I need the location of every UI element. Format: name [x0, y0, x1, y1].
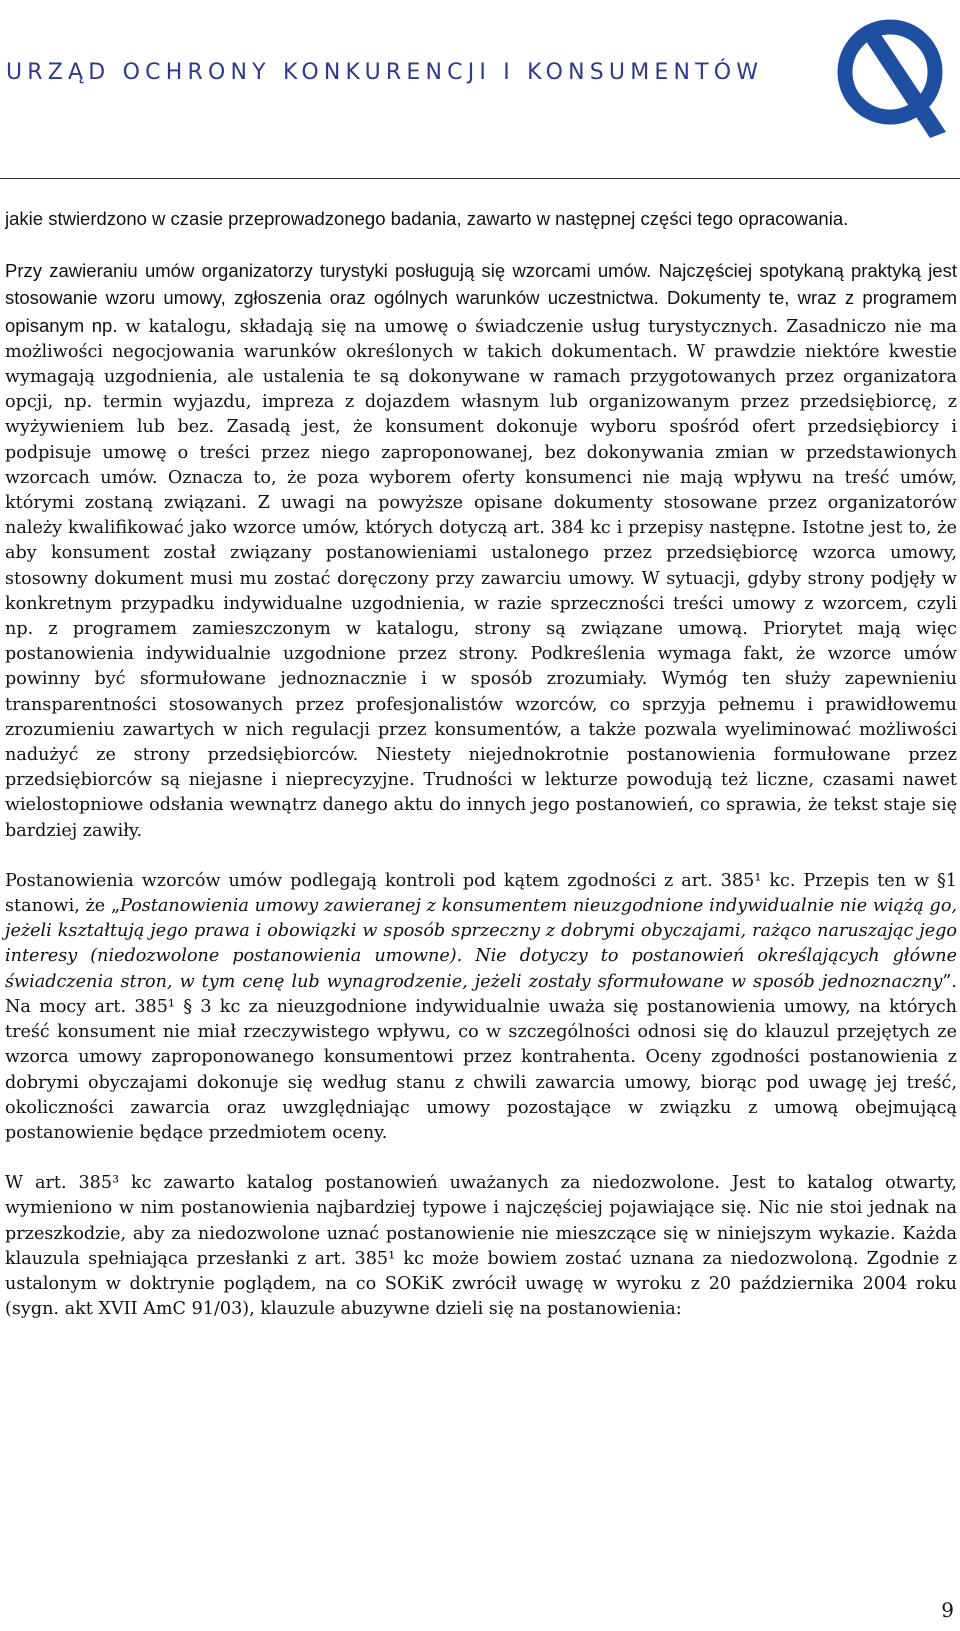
- paragraph-text: Przy zawieraniu umów organizatorzy turystyki posługują się wzorcami umów. Najczęściej spotykaną praktyką jest stosowanie wzoru umowy, zgłoszenia oraz ogólnych warunków uczestnictwa. Dokumenty te, wraz z programem opisanym np.: [5, 260, 957, 336]
- paragraph-text: w katalogu, składają się na umowę o świadczenie usług turystycznych. Zasadniczo nie ma możliwości negocjowania warunków określonych w takich dokumentach. W prawdzie niektóre kwestie wymagają uzgodnienia, ale ustalenia te są dokonywane w ramach przygotowanych przez organizatora opcji, np. termin wyjazdu, impreza z dojazdem własnym lub organizowanym przez przedsiębiorcę, z wyżywieniem lub bez. Zasadą jest, że konsument dokonuje wyboru spośród ofert przedsiębiorcy i podpisuje umowę o treści przez niego zaproponowanej, bez dokonywania zmian w przedstawionych wzorcach umów. Oznacza to, że poza wyborem oferty konsumenci nie mają wpływu na treść umów, którymi zostaną związani. Z uwagi na powyższe opisane dokumenty stosowane przez organizatorów należy kwalifikować jako wzorce umów, których dotyczą art. 384 kc i przepisy następne. Istotne jest to, że aby konsument został związany postanowieniami ustalonego przez przedsiębiorcę wzorca umowy, stosowny dokument musi mu zostać doręczony przy zawarciu umowy. W sytuacji, gdyby strony podjęły w konkretnym przypadku indywidualne uzgodnienia, w razie sprzeczności treści umowy z wzorcem, czyli np. z programem zamieszczonym w katalogu, strony są związane umową. Priorytet mają więc postanowienia indywidualnie uzgodnione przez strony. Podkreślenia wymaga fakt, że wzorce umów powinny być sformułowane jednoznacznie i w sposób zrozumiały. Wymóg ten służy zapewnieniu transparentności stosowanych przez profesjonalistów wzorców, co sprzyja pełnemu i prawidłowemu zrozumieniu zawartych w nich regulacji przez konsumentów, a także pozwala wyeliminować możliwości nadużyć ze strony przedsiębiorców. Niestety niejednokrotnie postanowienia formułowane przez przedsiębiorców są niejasne i nieprecyzyjne. Trudności w lekturze powodują też liczne, czasami nawet wielostopniowe odsłania wewnątrz danego aktu do innych jego postanowień, co sprawia, że tekst staje się bardziej zawiły.: [5, 316, 957, 841]
- paragraph: [5, 869, 957, 1146]
- paragraph-text: ”. Na mocy art. 385¹ § 3 kc za nieuzgodnione indywidualnie uważa się postanowienia umowy, na których treść konsument nie miał rzeczywistego wpływu, co w szczególności odnosi się do klauzul przejętych ze wzorca umowy zaproponowanego konsumentowi przez kontrahenta. Oceny zgodności postanowienia z dobrymi obyczajami dokonuje się według stanu z chwili zawarcia umowy, biorąc pod uwagę jej treść, okoliczności zawarcia oraz uwzględniając umowy pozostające w związku z umową obejmującą postanowienie będące przedmiotem oceny.: [5, 971, 957, 1143]
- paragraph: [5, 258, 957, 844]
- document-body: [5, 206, 957, 1347]
- header-title: URZĄD OCHRONY KONKURENCJI I KONSUMENTÓW: [6, 60, 764, 85]
- page-number: 9: [941, 1598, 954, 1622]
- statute-quote: Postanowienia umowy zawieranej z konsumentem nieuzgodnione indywidualnie nie wiążą go, jeżeli kształtują jego prawa i obowiązki w sposób sprzeczny z dobrymi obyczajami, rażąco naruszając jego interesy (niedozwolone postanowienia umowne). Nie dotyczy to postanowień określających główne świadczenia stron, w tym cenę lub wynagrodzenie, jeżeli zostały sformułowane w sposób jednoznaczny: [5, 896, 958, 992]
- paragraph: [5, 206, 957, 233]
- paragraph-text: W art. 385³ kc zawarto katalog postanowień uważanych za niedozwolone. Jest to katalog otwarty, wymieniono w nim postanowienia najbardziej typowe i najczęściej pojawiające się. Nic nie stoi jednak na przeszkodzie, aby za niedozwolone uznać postanowienie nie mieszczące się w niniejszym wykazie. Każda klauzula spełniająca przesłanki z art. 385¹ kc może bowiem zostać uznana za niedozwoloną. Zgodnie z ustalonym w doktrynie poglądem, na co SOKiK zwrócił uwagę w wyroku z 20 października 2004 roku (sygn. akt XVII AmC 91/03), klauzule abuzywne dzieli się na postanowienia:: [5, 1173, 957, 1320]
- page-header: [0, 0, 960, 180]
- header-divider: [0, 178, 960, 179]
- uokik-logo-icon: [830, 10, 958, 140]
- paragraph-text: Postanowienia wzorców umów podlegają kontroli pod kątem zgodności z art. 385¹ kc. Przepis ten w §1 stanowi, że „: [5, 870, 957, 917]
- paragraph-text: jakie stwierdzono w czasie przeprowadzonego badania, zawarto w następnej części tego opracowania.: [5, 208, 849, 229]
- paragraph: [5, 1171, 957, 1322]
